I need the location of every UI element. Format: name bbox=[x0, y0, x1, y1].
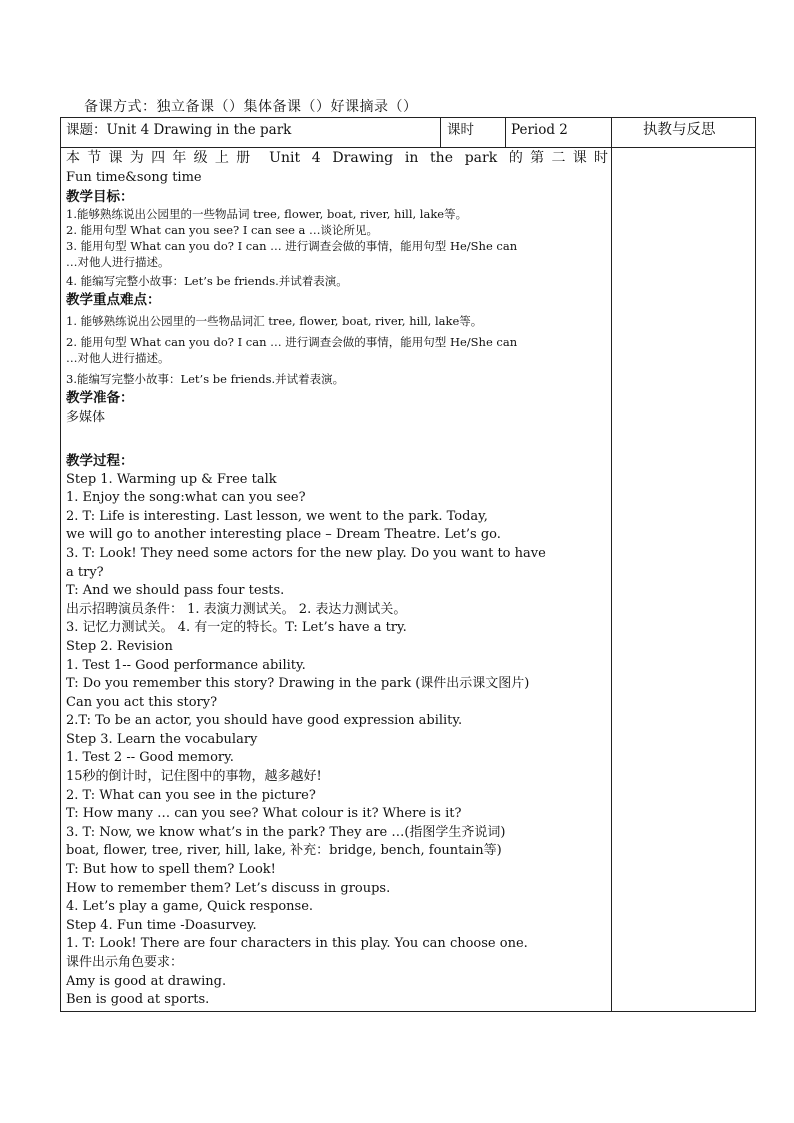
topic-divider bbox=[440, 117, 441, 148]
process-line: T: Do you remember this story? Drawing in the park (课件出示课文图片) bbox=[66, 676, 530, 692]
process-line: 出示招聘演员条件： 1. 表演力测试关。 2. 表达力测试关。 bbox=[66, 601, 407, 617]
process-line: How to remember them? Let’s discuss in groups. bbox=[66, 880, 391, 896]
prep-heading: 教学准备： bbox=[66, 389, 134, 406]
process-line: 1. T: Look! There are four characters in this play. You can choose one. bbox=[66, 936, 528, 952]
prep-value: 多媒体 bbox=[66, 410, 106, 426]
process-line: boat, flower, tree, river, hill, lake, 补充：bridge, bench, fountain等) bbox=[66, 843, 502, 859]
objective-item: 3. 能用句型 What can you do? I can … 进行调查会做的事情，能用句型 He/She can bbox=[66, 239, 518, 254]
process-line: Step 1. Warming up & Free talk bbox=[66, 471, 277, 487]
objective-item: 1.能够熟练说出公园里的一些物品词 tree, flower, boat, river, hill, lake等。 bbox=[66, 207, 468, 222]
process-line: Step 3. Learn the vocabulary bbox=[66, 731, 258, 747]
topic-label: 课题：Unit 4 Drawing in the park bbox=[66, 122, 292, 138]
process-line: Amy is good at drawing. bbox=[66, 973, 227, 989]
process-line: Step 4. Fun time -Doasurvey. bbox=[66, 917, 257, 933]
process-line: 3. T: Look! They need some actors for the new play. Do you want to have bbox=[66, 545, 546, 561]
lesson-content bbox=[66, 148, 608, 1010]
process-line: Can you act this story? bbox=[66, 694, 218, 710]
process-heading: 教学过程： bbox=[66, 452, 134, 469]
period-value: Period 2 bbox=[511, 122, 568, 138]
objectives-heading: 教学目标： bbox=[66, 188, 134, 205]
process-line: T: How many … can you see? What colour is it? Where is it? bbox=[66, 806, 462, 822]
process-line: 1. Test 2 -- Good memory. bbox=[66, 750, 234, 766]
process-line: 1. Enjoy the song:what can you see? bbox=[66, 490, 306, 506]
process-line: Ben is good at sports. bbox=[66, 992, 210, 1008]
table-border-left bbox=[60, 117, 61, 1012]
process-line: 2.T: To be an actor, you should have good expression ability. bbox=[66, 713, 463, 729]
spacer bbox=[66, 428, 608, 452]
process-line: Step 2. Revision bbox=[66, 638, 173, 654]
process-line: 4. Let’s play a game, Quick response. bbox=[66, 899, 314, 915]
process-line: a try? bbox=[66, 564, 104, 580]
table-border-top bbox=[60, 117, 756, 118]
keypoint-item: 2. 能用句型 What can you do? I can … 进行调查会做的事情，能用句型 He/She can bbox=[66, 334, 518, 349]
intro-line: 本节课为四年级上册 Unit 4 Drawing in the park 的第二课时 bbox=[66, 150, 608, 166]
keypoint-item: 1. 能够熟练说出公园里的一些物品词汇 tree, flower, boat, river, hill, lake等。 bbox=[66, 313, 483, 328]
intro-subtitle: Fun time&song time bbox=[66, 170, 202, 185]
process-line: 3. T: Now, we know what’s in the park? They are …(指图学生齐说词) bbox=[66, 824, 506, 840]
lesson-prep-method: 备课方式：独立备课（）集体备课（）好课摘录（） bbox=[84, 99, 418, 115]
process-line: 2. T: Life is interesting. Last lesson, we went to the park. Today, bbox=[66, 508, 488, 524]
process-line: 15秒的倒计时，记住图中的事物，越多越好! bbox=[66, 769, 322, 785]
objective-item: 2. 能用句型 What can you see? I can see a …谈论所见。 bbox=[66, 223, 379, 238]
objective-item: 4. 能编写完整小故事：Let’s be friends.并试着表演。 bbox=[66, 274, 348, 289]
table-border-right bbox=[755, 117, 756, 1012]
reflection-divider bbox=[611, 117, 612, 1012]
process-line: T: And we should pass four tests. bbox=[66, 583, 285, 599]
process-line: 课件出示角色要求： bbox=[66, 955, 184, 970]
process-line: 3. 记忆力测试关。 4. 有一定的特长。T: Let’s have a try. bbox=[66, 620, 407, 636]
keypoint-item: 3.能编写完整小故事：Let’s be friends.并试着表演。 bbox=[66, 371, 345, 386]
process-line: 2. T: What can you see in the picture? bbox=[66, 787, 316, 803]
objective-item: …对他人进行描述。 bbox=[66, 255, 170, 270]
table-border-bottom bbox=[60, 1011, 756, 1012]
process-line: 1. Test 1-- Good performance ability. bbox=[66, 657, 306, 673]
hours-label: 课时 bbox=[447, 122, 474, 138]
process-line: T: But how to spell them? Look! bbox=[66, 862, 276, 878]
keypoints-heading: 教学重点难点： bbox=[66, 292, 161, 309]
keypoint-item: …对他人进行描述。 bbox=[66, 350, 170, 365]
process-line: we will go to another interesting place – Dream Theatre. Let’s go. bbox=[66, 527, 501, 543]
hours-divider bbox=[505, 117, 506, 148]
reflection-header: 执教与反思 bbox=[643, 122, 716, 138]
